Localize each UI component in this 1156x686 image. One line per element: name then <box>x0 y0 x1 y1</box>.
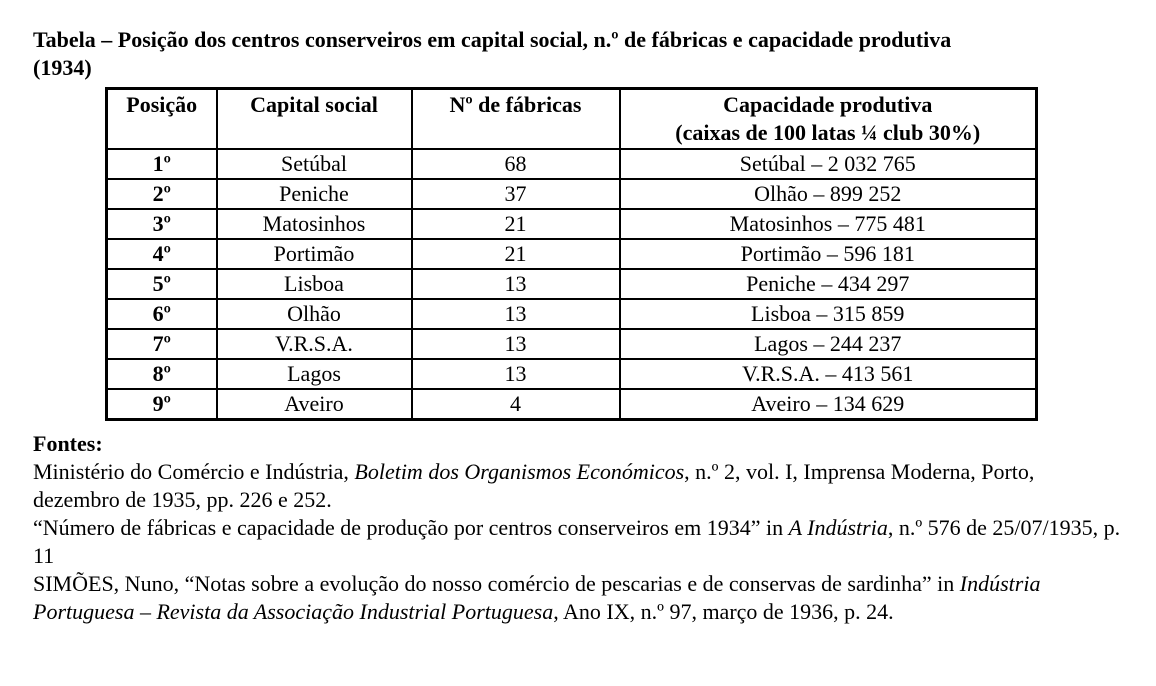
cell-num-fabricas: 13 <box>412 359 620 389</box>
cell-capacidade: Aveiro – 134 629 <box>620 389 1037 420</box>
cell-num-fabricas: 13 <box>412 329 620 359</box>
sources-section <box>33 430 1126 626</box>
source-text: Ministério do Comércio e Indústria, <box>33 459 355 484</box>
cell-num-fabricas: 13 <box>412 269 620 299</box>
cell-num-fabricas: 4 <box>412 389 620 420</box>
cell-posicao: 2º <box>107 179 217 209</box>
cell-capital-social: Olhão <box>217 299 412 329</box>
cell-capacidade: V.R.S.A. – 413 561 <box>620 359 1037 389</box>
table-row <box>107 359 1037 389</box>
source-entry <box>33 570 1126 626</box>
title-line-2: (1934) <box>33 55 92 80</box>
cell-num-fabricas: 13 <box>412 299 620 329</box>
cell-num-fabricas: 68 <box>412 149 620 179</box>
table-row <box>107 149 1037 179</box>
cell-capacidade: Matosinhos – 775 481 <box>620 209 1037 239</box>
header-capacidade <box>620 89 1037 150</box>
cell-posicao: 6º <box>107 299 217 329</box>
sources-heading: Fontes: <box>33 431 103 456</box>
cell-capacidade: Lagos – 244 237 <box>620 329 1037 359</box>
cell-num-fabricas: 21 <box>412 239 620 269</box>
table-row <box>107 269 1037 299</box>
cell-capital-social: Portimão <box>217 239 412 269</box>
sources-list <box>33 458 1126 626</box>
header-posicao: Posição <box>107 89 217 150</box>
table-row <box>107 239 1037 269</box>
source-text: SIMÕES, Nuno, “Notas sobre a evolução do nosso comércio de pescarias e de conservas de sardinha” in <box>33 571 960 596</box>
cell-capacidade: Setúbal – 2 032 765 <box>620 149 1037 179</box>
cell-capital-social: Setúbal <box>217 149 412 179</box>
header-capacidade-line2: (caixas de 100 latas ¼ club 30%) <box>675 120 981 145</box>
cell-num-fabricas: 21 <box>412 209 620 239</box>
cell-posicao: 1º <box>107 149 217 179</box>
cell-capital-social: Lagos <box>217 359 412 389</box>
cell-capital-social: Lisboa <box>217 269 412 299</box>
table-row <box>107 329 1037 359</box>
table-header-row <box>107 89 1037 150</box>
cell-capacidade: Lisboa – 315 859 <box>620 299 1037 329</box>
source-entry <box>33 514 1126 570</box>
table-row <box>107 389 1037 420</box>
cell-capital-social: Matosinhos <box>217 209 412 239</box>
header-num-fabricas: Nº de fábricas <box>412 89 620 150</box>
conservas-table <box>105 87 1038 421</box>
source-text: , n.º 2, vol. I, Imprensa Moderna, Porto, dezembro de 1935, pp. 226 e 252. <box>33 459 1035 512</box>
table-row <box>107 299 1037 329</box>
cell-num-fabricas: 37 <box>412 179 620 209</box>
cell-posicao: 5º <box>107 269 217 299</box>
source-text-italic: Boletim dos Organismos Económicos <box>354 459 685 484</box>
source-text-italic: Indústria Portuguesa – Revista da Associação Industrial Portuguesa <box>33 571 1041 624</box>
cell-capital-social: V.R.S.A. <box>217 329 412 359</box>
table-row <box>107 179 1037 209</box>
header-capital-social: Capital social <box>217 89 412 150</box>
document-title <box>33 26 1126 82</box>
cell-posicao: 8º <box>107 359 217 389</box>
cell-posicao: 4º <box>107 239 217 269</box>
header-capacidade-line1: Capacidade produtiva <box>723 92 933 117</box>
source-text-italic: A Indústria <box>788 515 888 540</box>
source-text: , n.º 576 de 25/07/1935, p. 11 <box>33 515 1121 568</box>
cell-capacidade: Portimão – 596 181 <box>620 239 1037 269</box>
title-line-1: Tabela – Posição dos centros conserveiros em capital social, n.º de fábricas e capacidade produtiva <box>33 27 952 52</box>
source-text: , Ano IX, n.º 97, março de 1936, p. 24. <box>553 599 894 624</box>
table-body <box>107 149 1037 420</box>
cell-posicao: 3º <box>107 209 217 239</box>
cell-posicao: 7º <box>107 329 217 359</box>
cell-capital-social: Peniche <box>217 179 412 209</box>
cell-capacidade: Olhão – 899 252 <box>620 179 1037 209</box>
source-text: “Número de fábricas e capacidade de produção por centros conserveiros em 1934” in <box>33 515 789 540</box>
table-row <box>107 209 1037 239</box>
cell-posicao: 9º <box>107 389 217 420</box>
source-entry <box>33 458 1126 514</box>
cell-capital-social: Aveiro <box>217 389 412 420</box>
cell-capacidade: Peniche – 434 297 <box>620 269 1037 299</box>
